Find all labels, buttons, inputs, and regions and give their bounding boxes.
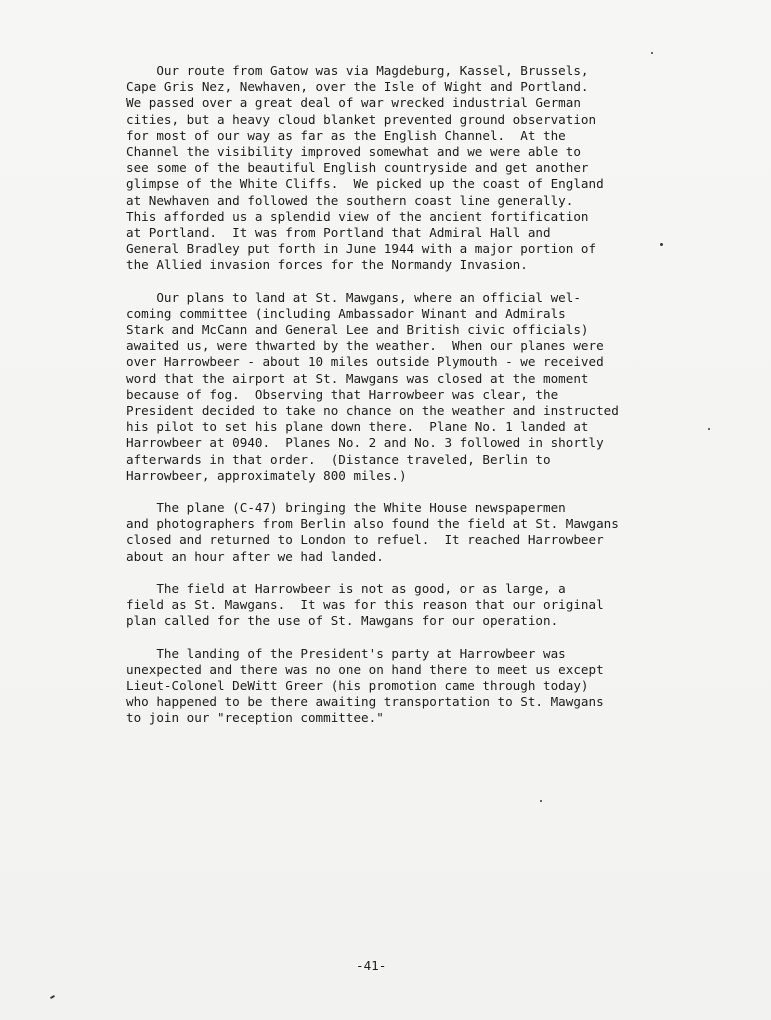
text-line: afterwards in that order. (Distance traveled, Berlin to	[126, 451, 551, 467]
text-line: Our route from Gatow was via Magdeburg, Kassel, Brussels,	[126, 63, 589, 78]
text-line: at Newhaven and followed the southern coast line generally.	[126, 192, 574, 208]
text-line: because of fog. Observing that Harrowbeer was clear, the	[126, 386, 559, 402]
text-line: Cape Gris Nez, Newhaven, over the Isle of Wight and Portland.	[126, 79, 589, 95]
text-line: Harrowbeer at 0940. Planes No. 2 and No. 3 followed in shortly	[126, 435, 604, 451]
text-line: over Harrowbeer - about 10 miles outside Plymouth - we received	[126, 354, 604, 370]
text-line: The field at Harrowbeer is not as good, or as large, a	[126, 580, 566, 596]
text-line: We passed over a great deal of war wrecked industrial German	[126, 95, 581, 111]
page-number: -41-	[356, 958, 387, 973]
paragraph	[126, 646, 666, 727]
dust-speck	[540, 800, 542, 802]
text-line: The plane (C-47) bringing the White House newspapermen	[126, 500, 566, 516]
text-line: awaited us, were thwarted by the weather. When our planes were	[126, 338, 604, 354]
text-line: Lieut-Colonel DeWitt Greer (his promotion came through today)	[126, 677, 589, 693]
text-line: General Bradley put forth in June 1944 with a major portion of	[126, 241, 597, 257]
dust-speck	[660, 243, 663, 246]
text-line: word that the airport at St. Mawgans was closed at the moment	[126, 370, 589, 386]
text-line: to join our "reception committee."	[126, 710, 384, 726]
text-line: plan called for the use of St. Mawgans for our operation.	[126, 613, 559, 629]
dust-speck	[651, 52, 653, 54]
text-line: The landing of the President's party at Harrowbeer was	[126, 645, 566, 661]
text-line: This afforded us a splendid view of the ancient fortification	[126, 208, 589, 224]
text-line: at Portland. It was from Portland that Admiral Hall and	[126, 225, 551, 241]
text-line: the Allied invasion forces for the Normandy Invasion.	[126, 257, 528, 273]
text-line: field as St. Mawgans. It was for this reason that our original	[126, 597, 604, 613]
text-line: coming committee (including Ambassador Winant and Admirals	[126, 305, 566, 321]
paragraph	[126, 581, 666, 630]
paragraph	[126, 63, 666, 274]
text-line: Our plans to land at St. Mawgans, where an official wel-	[126, 289, 581, 305]
text-line: cities, but a heavy cloud blanket prevented ground observation	[126, 111, 597, 127]
text-line: closed and returned to London to refuel. It reached Harrowbeer	[126, 532, 604, 548]
text-line: Harrowbeer, approximately 800 miles.)	[126, 467, 407, 483]
text-line: about an hour after we had landed.	[126, 548, 384, 564]
text-line: and photographers from Berlin also found the field at St. Mawgans	[126, 516, 619, 532]
paragraph	[126, 290, 666, 484]
text-line: Stark and McCann and General Lee and British civic officials)	[126, 322, 589, 338]
dust-speck	[50, 995, 55, 999]
text-line: see some of the beautiful English countryside and get another	[126, 160, 589, 176]
text-line: his pilot to set his plane down there. Plane No. 1 landed at	[126, 419, 589, 435]
text-line: who happened to be there awaiting transportation to St. Mawgans	[126, 694, 604, 710]
text-line: for most of our way as far as the English Channel. At the	[126, 127, 566, 143]
text-line: unexpected and there was no one on hand there to meet us except	[126, 661, 604, 677]
text-line: Channel the visibility improved somewhat and we were able to	[126, 144, 581, 160]
text-line: glimpse of the White Cliffs. We picked up the coast of England	[126, 176, 604, 192]
text-line: President decided to take no chance on the weather and instructed	[126, 403, 619, 419]
paragraph	[126, 500, 666, 565]
body-text	[126, 63, 666, 743]
dust-speck	[708, 428, 710, 430]
